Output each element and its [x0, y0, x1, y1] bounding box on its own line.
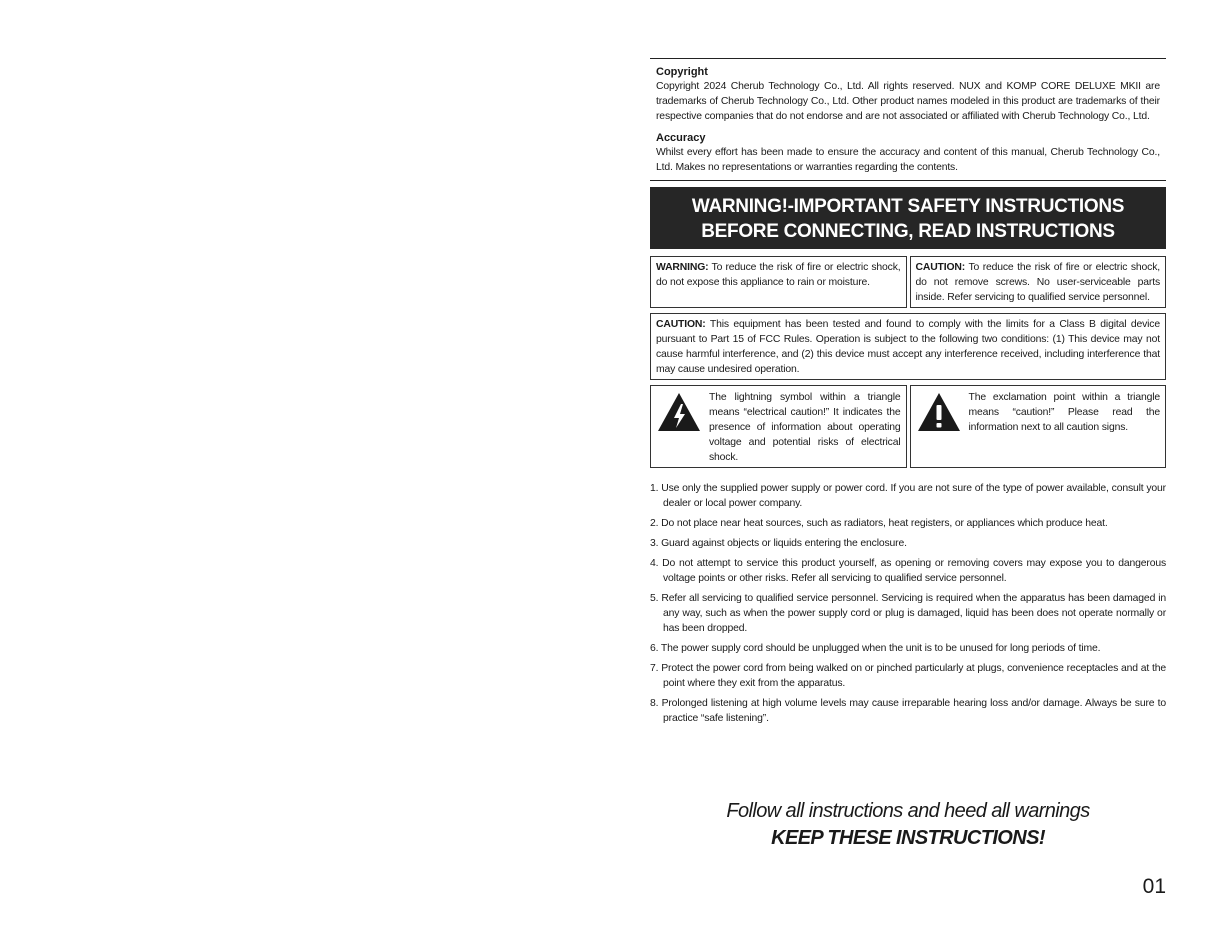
- fcc-caution-box: [650, 313, 1166, 380]
- warning-caution-row: [650, 256, 1166, 308]
- accuracy-section: [650, 124, 1166, 180]
- exclamation-symbol-text: The exclamation point within a triangle means “caution!” Please read the information next to all caution signs.: [968, 392, 1160, 433]
- warning-label: WARNING:: [656, 262, 709, 273]
- safety-rule-1: 1. Use only the supplied power supply or power cord. If you are not sure of the type of power available, consult your dealer or local power company.: [650, 483, 1166, 509]
- safety-rule-6: 6. The power supply cord should be unplugged when the unit is to be unused for long periods of time.: [650, 643, 1101, 654]
- copyright-body: Copyright 2024 Cherub Technology Co., Ltd. All rights reserved. NUX and KOMP CORE DELUXE MKII are trademarks of Cherub Technology Co., Ltd. Other product names modeled in this product are trademarks of their respective companies that do not endorse and are not associated or affiliated with Cherub Technology Co., Ltd.: [656, 81, 1160, 122]
- exclamation-symbol-box: [910, 385, 1167, 468]
- accuracy-title: Accuracy: [656, 132, 706, 144]
- banner-line-1: WARNING!-IMPORTANT SAFETY INSTRUCTIONS: [691, 196, 1125, 217]
- lightning-warning-icon: [655, 390, 703, 465]
- page-number: 01: [1142, 875, 1166, 898]
- symbol-row: [650, 385, 1166, 468]
- safety-rule-3: 3. Guard against objects or liquids entering the enclosure.: [650, 538, 907, 549]
- safety-rule-2: 2. Do not place near heat sources, such as radiators, heat registers, or appliances which produce heat.: [650, 518, 1108, 529]
- fcc-caution-text: This equipment has been tested and found to comply with the limits for a Class B digital device pursuant to Part 15 of FCC Rules. Operation is subject to the following two conditions: (1) This device may not cause harmful interference, and (2) this device must accept any interference received, including interference that may cause undesired operation.: [656, 319, 1160, 375]
- banner-line-2: BEFORE CONNECTING, READ INSTRUCTIONS: [701, 221, 1115, 242]
- copyright-section: [650, 59, 1166, 124]
- accuracy-body: Whilst every effort has been made to ensure the accuracy and content of this manual, Cherub Technology Co., Ltd. Makes no representations or warranties regarding the contents.: [656, 147, 1160, 173]
- caution-box: [910, 256, 1167, 308]
- warning-box: [650, 256, 907, 308]
- safety-rule-7: 7. Protect the power cord from being walked on or pinched particularly at plugs, convenience receptacles and at the point where they exit from the apparatus.: [650, 663, 1166, 689]
- fcc-caution-label: CAUTION:: [656, 319, 706, 330]
- footer-heed-warnings: Follow all instructions and heed all warnings: [726, 800, 1090, 822]
- safety-rule-4: 4. Do not attempt to service this product yourself, as opening or removing covers may expose you to dangerous voltage points or other risks. Refer all servicing to qualified service personnel.: [650, 558, 1166, 584]
- manual-page: [650, 58, 1166, 731]
- safety-rule-5: 5. Refer all servicing to qualified service personnel. Servicing is required when the apparatus has been damaged in any way, such as when the power supply cord or plug is damaged, liquid has been does not operate normally or has been dropped.: [650, 593, 1166, 634]
- section-divider: [650, 180, 1166, 181]
- copyright-title: Copyright: [656, 66, 708, 78]
- lightning-symbol-text: The lightning symbol within a triangle means “electrical caution!” It indicates the presence of information about operating voltage and potential risks of electrical shock.: [709, 392, 901, 463]
- safety-rules-list: [650, 481, 1166, 726]
- footer-keep-instructions: KEEP THESE INSTRUCTIONS!: [771, 827, 1045, 849]
- caution-label: CAUTION:: [915, 262, 966, 273]
- lightning-symbol-box: [650, 385, 907, 468]
- safety-banner: [650, 187, 1166, 249]
- warning-text: To reduce the risk of fire or electric shock, do not expose this appliance to rain or moisture.: [656, 262, 901, 288]
- exclamation-warning-icon: [915, 390, 963, 465]
- caution-text: To reduce the risk of fire or electric shock, do not remove screws. No user-serviceable parts inside. Refer servicing to qualified service personnel.: [915, 262, 1160, 303]
- safety-rule-8: 8. Prolonged listening at high volume levels may cause irreparable hearing loss and/or damage. Always be sure to practice “safe listening”.: [650, 698, 1166, 724]
